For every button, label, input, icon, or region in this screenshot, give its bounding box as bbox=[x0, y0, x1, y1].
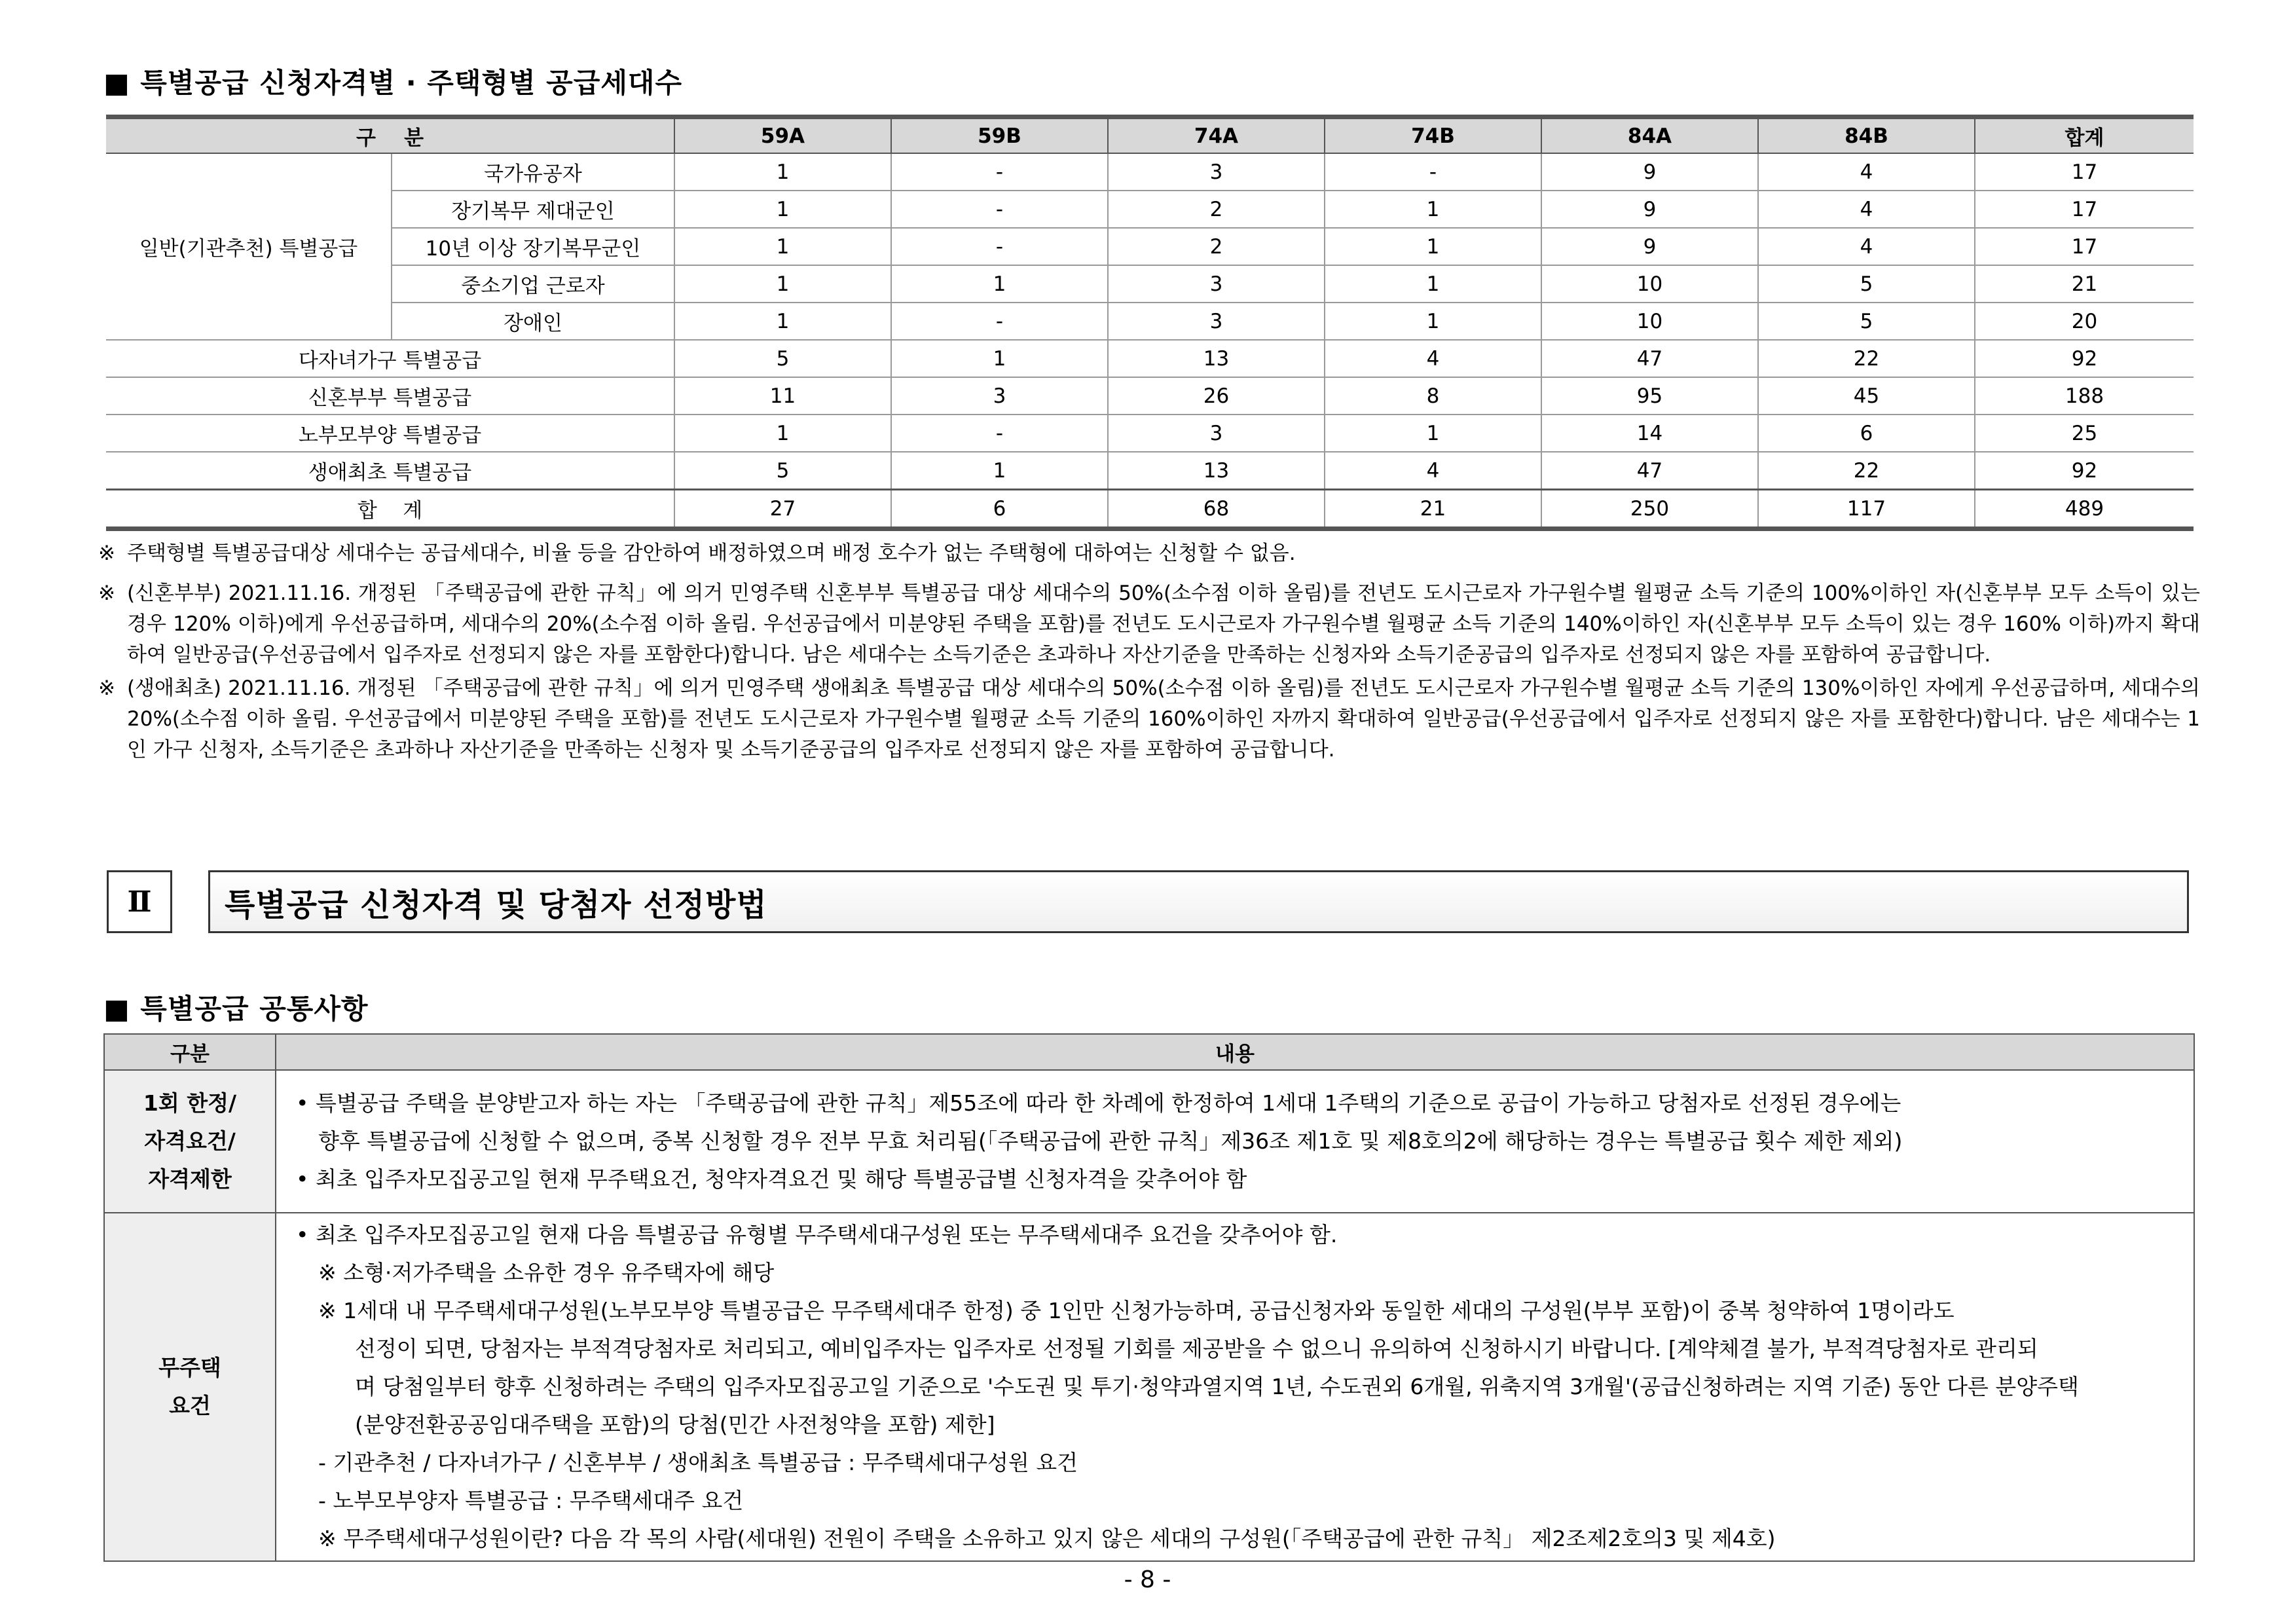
cell: 4 bbox=[1325, 340, 1541, 377]
content-line: ※ 1세대 내 무주택세대구성원(노부모부양 특별공급은 무주택세대주 한정) 중 1인만 신청가능하며, 공급신청자와 동일한 세대의 구성원(부부 포함)이 중복 청약하여 1명이라도 bbox=[318, 1298, 1955, 1323]
cell: 21 bbox=[1325, 490, 1541, 529]
cell: 14 bbox=[1541, 415, 1758, 452]
category-line: 요건 bbox=[169, 1393, 211, 1418]
supply-table bbox=[106, 115, 2194, 531]
cell: 9 bbox=[1541, 191, 1758, 228]
content-line: 선정이 되면, 당첨자는 부적격당첨자로 처리되고, 예비입주자는 입주자로 선정될 기회를 제공받을 수 없으니 유의하여 신청하시기 바랍니다. [계약체결 불가, 부적격당첨자로 관리되 bbox=[355, 1336, 2038, 1361]
section-heading bbox=[208, 870, 2189, 933]
header-74A: 74A bbox=[1108, 117, 1325, 154]
cell: 4 bbox=[1758, 191, 1975, 228]
cell: 5 bbox=[1758, 265, 1975, 303]
cell: 1 bbox=[674, 228, 891, 265]
cell: 10 bbox=[1541, 303, 1758, 340]
cell: 1 bbox=[891, 452, 1108, 490]
cell: 22 bbox=[1758, 452, 1975, 490]
header-category: 구분 bbox=[104, 1034, 276, 1070]
table-row bbox=[106, 153, 2194, 191]
category-line: 1회 한정/ bbox=[143, 1090, 237, 1116]
cell: 1 bbox=[674, 303, 891, 340]
header-84A: 84A bbox=[1541, 117, 1758, 154]
row-label: 장기복무 제대군인 bbox=[392, 191, 674, 228]
cell: 1 bbox=[674, 153, 891, 191]
table-row bbox=[106, 415, 2194, 452]
cell: 17 bbox=[1975, 191, 2194, 228]
content-line: 며 당첨일부터 향후 신청하려는 주택의 입주자모집공고일 기준으로 '수도권 및 투기·청약과열지역 1년, 수도권외 6개월, 위축지역 3개월'(공급신청하려는 지역 기준) 동안 다른 분양주택 bbox=[355, 1374, 2079, 1399]
section-heading-text: 특별공급 신청자격 및 당첨자 선정방법 bbox=[225, 886, 767, 923]
cell: 4 bbox=[1325, 452, 1541, 490]
content-line: 향후 특별공급에 신청할 수 없으며, 중복 신청할 경우 전부 무효 처리됨(「주택공급에 관한 규칙」제36조 제1호 및 제8호의2에 해당하는 경우는 특별공급 횟수 제한 제외) bbox=[318, 1128, 1903, 1154]
cell: 3 bbox=[1108, 303, 1325, 340]
cell: 11 bbox=[674, 377, 891, 415]
header-59B: 59B bbox=[891, 117, 1108, 154]
cell: 2 bbox=[1108, 191, 1325, 228]
cell: 4 bbox=[1758, 153, 1975, 191]
cell: 25 bbox=[1975, 415, 2194, 452]
content-line: • 최초 입주자모집공고일 현재 다음 특별공급 유형별 무주택세대구성원 또는 무주택세대주 요건을 갖추어야 함. bbox=[296, 1222, 1338, 1247]
cell: 1 bbox=[674, 191, 891, 228]
table-row bbox=[106, 191, 2194, 228]
section-title-supply: ■ 특별공급 신청자격별 · 주택형별 공급세대수 bbox=[103, 67, 683, 99]
content-line: (분양전환공공임대주택을 포함)의 당첨(민간 사전청약을 포함) 제한] bbox=[355, 1412, 995, 1437]
section-number: Ⅱ bbox=[107, 870, 172, 933]
category-cell bbox=[104, 1213, 276, 1561]
supply-header-row bbox=[106, 117, 2194, 154]
category-line: 자격요건/ bbox=[144, 1128, 236, 1154]
notes bbox=[98, 538, 2200, 768]
table-row bbox=[106, 452, 2194, 490]
content-line: ※ 소형·저가주택을 소유한 경우 유주택자에 해당 bbox=[318, 1260, 775, 1285]
group-label-general: 일반(기관추천) 특별공급 bbox=[106, 153, 392, 340]
cell: 6 bbox=[1758, 415, 1975, 452]
header-59A: 59A bbox=[674, 117, 891, 154]
cell: 117 bbox=[1758, 490, 1975, 529]
header-total: 합계 bbox=[1975, 117, 2194, 154]
cell: - bbox=[1325, 153, 1541, 191]
category-cell bbox=[104, 1070, 276, 1213]
cell: 68 bbox=[1108, 490, 1325, 529]
cell: 92 bbox=[1975, 452, 2194, 490]
cell: 1 bbox=[1325, 303, 1541, 340]
cell: 1 bbox=[891, 340, 1108, 377]
cell: 1 bbox=[1325, 228, 1541, 265]
cell: 21 bbox=[1975, 265, 2194, 303]
row-label: 10년 이상 장기복무군인 bbox=[392, 228, 674, 265]
table-row bbox=[106, 228, 2194, 265]
cell: 22 bbox=[1758, 340, 1975, 377]
cell: 13 bbox=[1108, 340, 1325, 377]
table-row bbox=[106, 377, 2194, 415]
row-label: 노부모부양 특별공급 bbox=[106, 415, 674, 452]
header-category: 구 분 bbox=[106, 117, 674, 154]
header-84B: 84B bbox=[1758, 117, 1975, 154]
table-row bbox=[106, 303, 2194, 340]
cell: 1 bbox=[891, 265, 1108, 303]
row-label: 신혼부부 특별공급 bbox=[106, 377, 674, 415]
header-74B: 74B bbox=[1325, 117, 1541, 154]
row-label: 국가유공자 bbox=[392, 153, 674, 191]
note-mark: ※ bbox=[98, 581, 115, 605]
header-content: 내용 bbox=[276, 1034, 2194, 1070]
cell: 2 bbox=[1108, 228, 1325, 265]
note-mark: ※ bbox=[98, 676, 115, 700]
common-table bbox=[103, 1033, 2195, 1562]
cell: 47 bbox=[1541, 340, 1758, 377]
note-text: (신혼부부) 2021.11.16. 개정된 「주택공급에 관한 규칙」에 의거 민영주택 신혼부부 특별공급 대상 세대수의 50%(소수점 이하 올림)를 전년도 도시근로자 가구원수별 월평균 소득 기준의 100%이하인 자(신혼부부 모두 소득이 있는 경우 120% 이하)에게 우선공급하며, 세대수의 20%(소수점 이하 올림. 우선공급에서 미분양된 주택을 포함)를 전년도 도시근로자 가구원수별 월평균 소득 기준의 140%이하인 자(신혼부부 모두 소득이 있는 경우 160% 이하)까지 확대하여 일반공급(우선공급에서 입주자로 선정되지 않은 자를 포함한다)합니다. 남은 세대수는 소득기준은 초과하나 자산기준을 만족하는 신청자와 소득기준공급의 입주자로 선정되지 않은 자를 포함하여 공급합니다. bbox=[127, 581, 2200, 667]
cell: 9 bbox=[1541, 153, 1758, 191]
cell: - bbox=[891, 415, 1108, 452]
cell: 13 bbox=[1108, 452, 1325, 490]
row-label: 중소기업 근로자 bbox=[392, 265, 674, 303]
content-line: - 기관추천 / 다자녀가구 / 신혼부부 / 생애최초 특별공급 : 무주택세대구성원 요건 bbox=[318, 1450, 1078, 1475]
content-line: ※ 무주택세대구성원이란? 다음 각 목의 사람(세대원) 전원이 주택을 소유하고 있지 않은 세대의 구성원(「주택공급에 관한 규칙」 제2조제2호의3 및 제4호) bbox=[318, 1526, 1776, 1551]
table-row bbox=[106, 340, 2194, 377]
cell: 250 bbox=[1541, 490, 1758, 529]
content-line: • 최초 입주자모집공고일 현재 무주택요건, 청약자격요건 및 해당 특별공급별 신청자격을 갖추어야 함 bbox=[296, 1166, 1247, 1192]
cell: 45 bbox=[1758, 377, 1975, 415]
note-mark: ※ bbox=[98, 542, 115, 565]
cell: 17 bbox=[1975, 228, 2194, 265]
cell: 5 bbox=[674, 340, 891, 377]
note-item bbox=[98, 578, 2200, 671]
cell: 9 bbox=[1541, 228, 1758, 265]
category-line: 자격제한 bbox=[148, 1166, 232, 1192]
cell: - bbox=[891, 303, 1108, 340]
cell: 3 bbox=[1108, 415, 1325, 452]
cell: 20 bbox=[1975, 303, 2194, 340]
cell: 1 bbox=[1325, 265, 1541, 303]
cell: 3 bbox=[1108, 153, 1325, 191]
cell: 47 bbox=[1541, 452, 1758, 490]
content-line: • 특별공급 주택을 분양받고자 하는 자는 「주택공급에 관한 규칙」제55조에 따라 한 차례에 한정하여 1세대 1주택의 기준으로 공급이 가능하고 당첨자로 선정된 경우에는 bbox=[296, 1090, 1901, 1116]
category-line: 무주택 bbox=[158, 1355, 221, 1380]
cell: 1 bbox=[674, 415, 891, 452]
cell: 5 bbox=[1758, 303, 1975, 340]
content-cell bbox=[276, 1070, 2194, 1213]
note-item bbox=[98, 673, 2200, 766]
cell: 17 bbox=[1975, 153, 2194, 191]
cell: 1 bbox=[674, 265, 891, 303]
cell: - bbox=[891, 153, 1108, 191]
cell: 1 bbox=[1325, 415, 1541, 452]
content-line: - 노부모부양자 특별공급 : 무주택세대주 요건 bbox=[318, 1488, 744, 1513]
page-number: - 8 - bbox=[1124, 1566, 1171, 1593]
note-text: 주택형별 특별공급대상 세대수는 공급세대수, 비율 등을 감안하여 배정하였으며 배정 호수가 없는 주택형에 대하여는 신청할 수 없음. bbox=[127, 542, 1296, 565]
row-label: 생애최초 특별공급 bbox=[106, 452, 674, 490]
cell: 4 bbox=[1758, 228, 1975, 265]
table-row bbox=[104, 1070, 2194, 1213]
cell: 6 bbox=[891, 490, 1108, 529]
cell: 92 bbox=[1975, 340, 2194, 377]
total-row bbox=[106, 490, 2194, 529]
cell: 27 bbox=[674, 490, 891, 529]
cell: 95 bbox=[1541, 377, 1758, 415]
cell: 26 bbox=[1108, 377, 1325, 415]
row-label: 장애인 bbox=[392, 303, 674, 340]
table-row bbox=[104, 1213, 2194, 1561]
row-label: 다자녀가구 특별공급 bbox=[106, 340, 674, 377]
cell: 489 bbox=[1975, 490, 2194, 529]
cell: 3 bbox=[891, 377, 1108, 415]
section-title-common: ■ 특별공급 공통사항 bbox=[103, 993, 369, 1025]
total-label: 합 계 bbox=[106, 490, 674, 529]
note-item bbox=[98, 538, 2200, 569]
cell: 10 bbox=[1541, 265, 1758, 303]
content-cell bbox=[276, 1213, 2194, 1561]
table-row bbox=[106, 265, 2194, 303]
cell: 3 bbox=[1108, 265, 1325, 303]
cell: 5 bbox=[674, 452, 891, 490]
cell: 8 bbox=[1325, 377, 1541, 415]
cell: 188 bbox=[1975, 377, 2194, 415]
cell: - bbox=[891, 228, 1108, 265]
note-text: (생애최초) 2021.11.16. 개정된 「주택공급에 관한 규칙」에 의거 민영주택 생애최초 특별공급 대상 세대수의 50%(소수점 이하 올림)를 전년도 도시근로자 가구원수별 월평균 소득 기준의 130%이하인 자에게 우선공급하며, 세대수의 20%(소수점 이하 올림. 우선공급에서 미분양된 주택을 포함)를 전년도 도시근로자 가구원수별 월평균 소득 기준의 160%이하인 자까지 확대하여 일반공급(우선공급에서 입주자로 선정되지 않은 자를 포함한다)합니다. 남은 세대수는 1인 가구 신청자, 소득기준은 초과하나 자산기준을 만족하는 신청자 및 소득기준공급의 입주자로 선정되지 않은 자를 포함하여 공급합니다. bbox=[127, 676, 2200, 762]
cell: - bbox=[891, 191, 1108, 228]
cell: 1 bbox=[1325, 191, 1541, 228]
common-header-row bbox=[104, 1034, 2194, 1070]
